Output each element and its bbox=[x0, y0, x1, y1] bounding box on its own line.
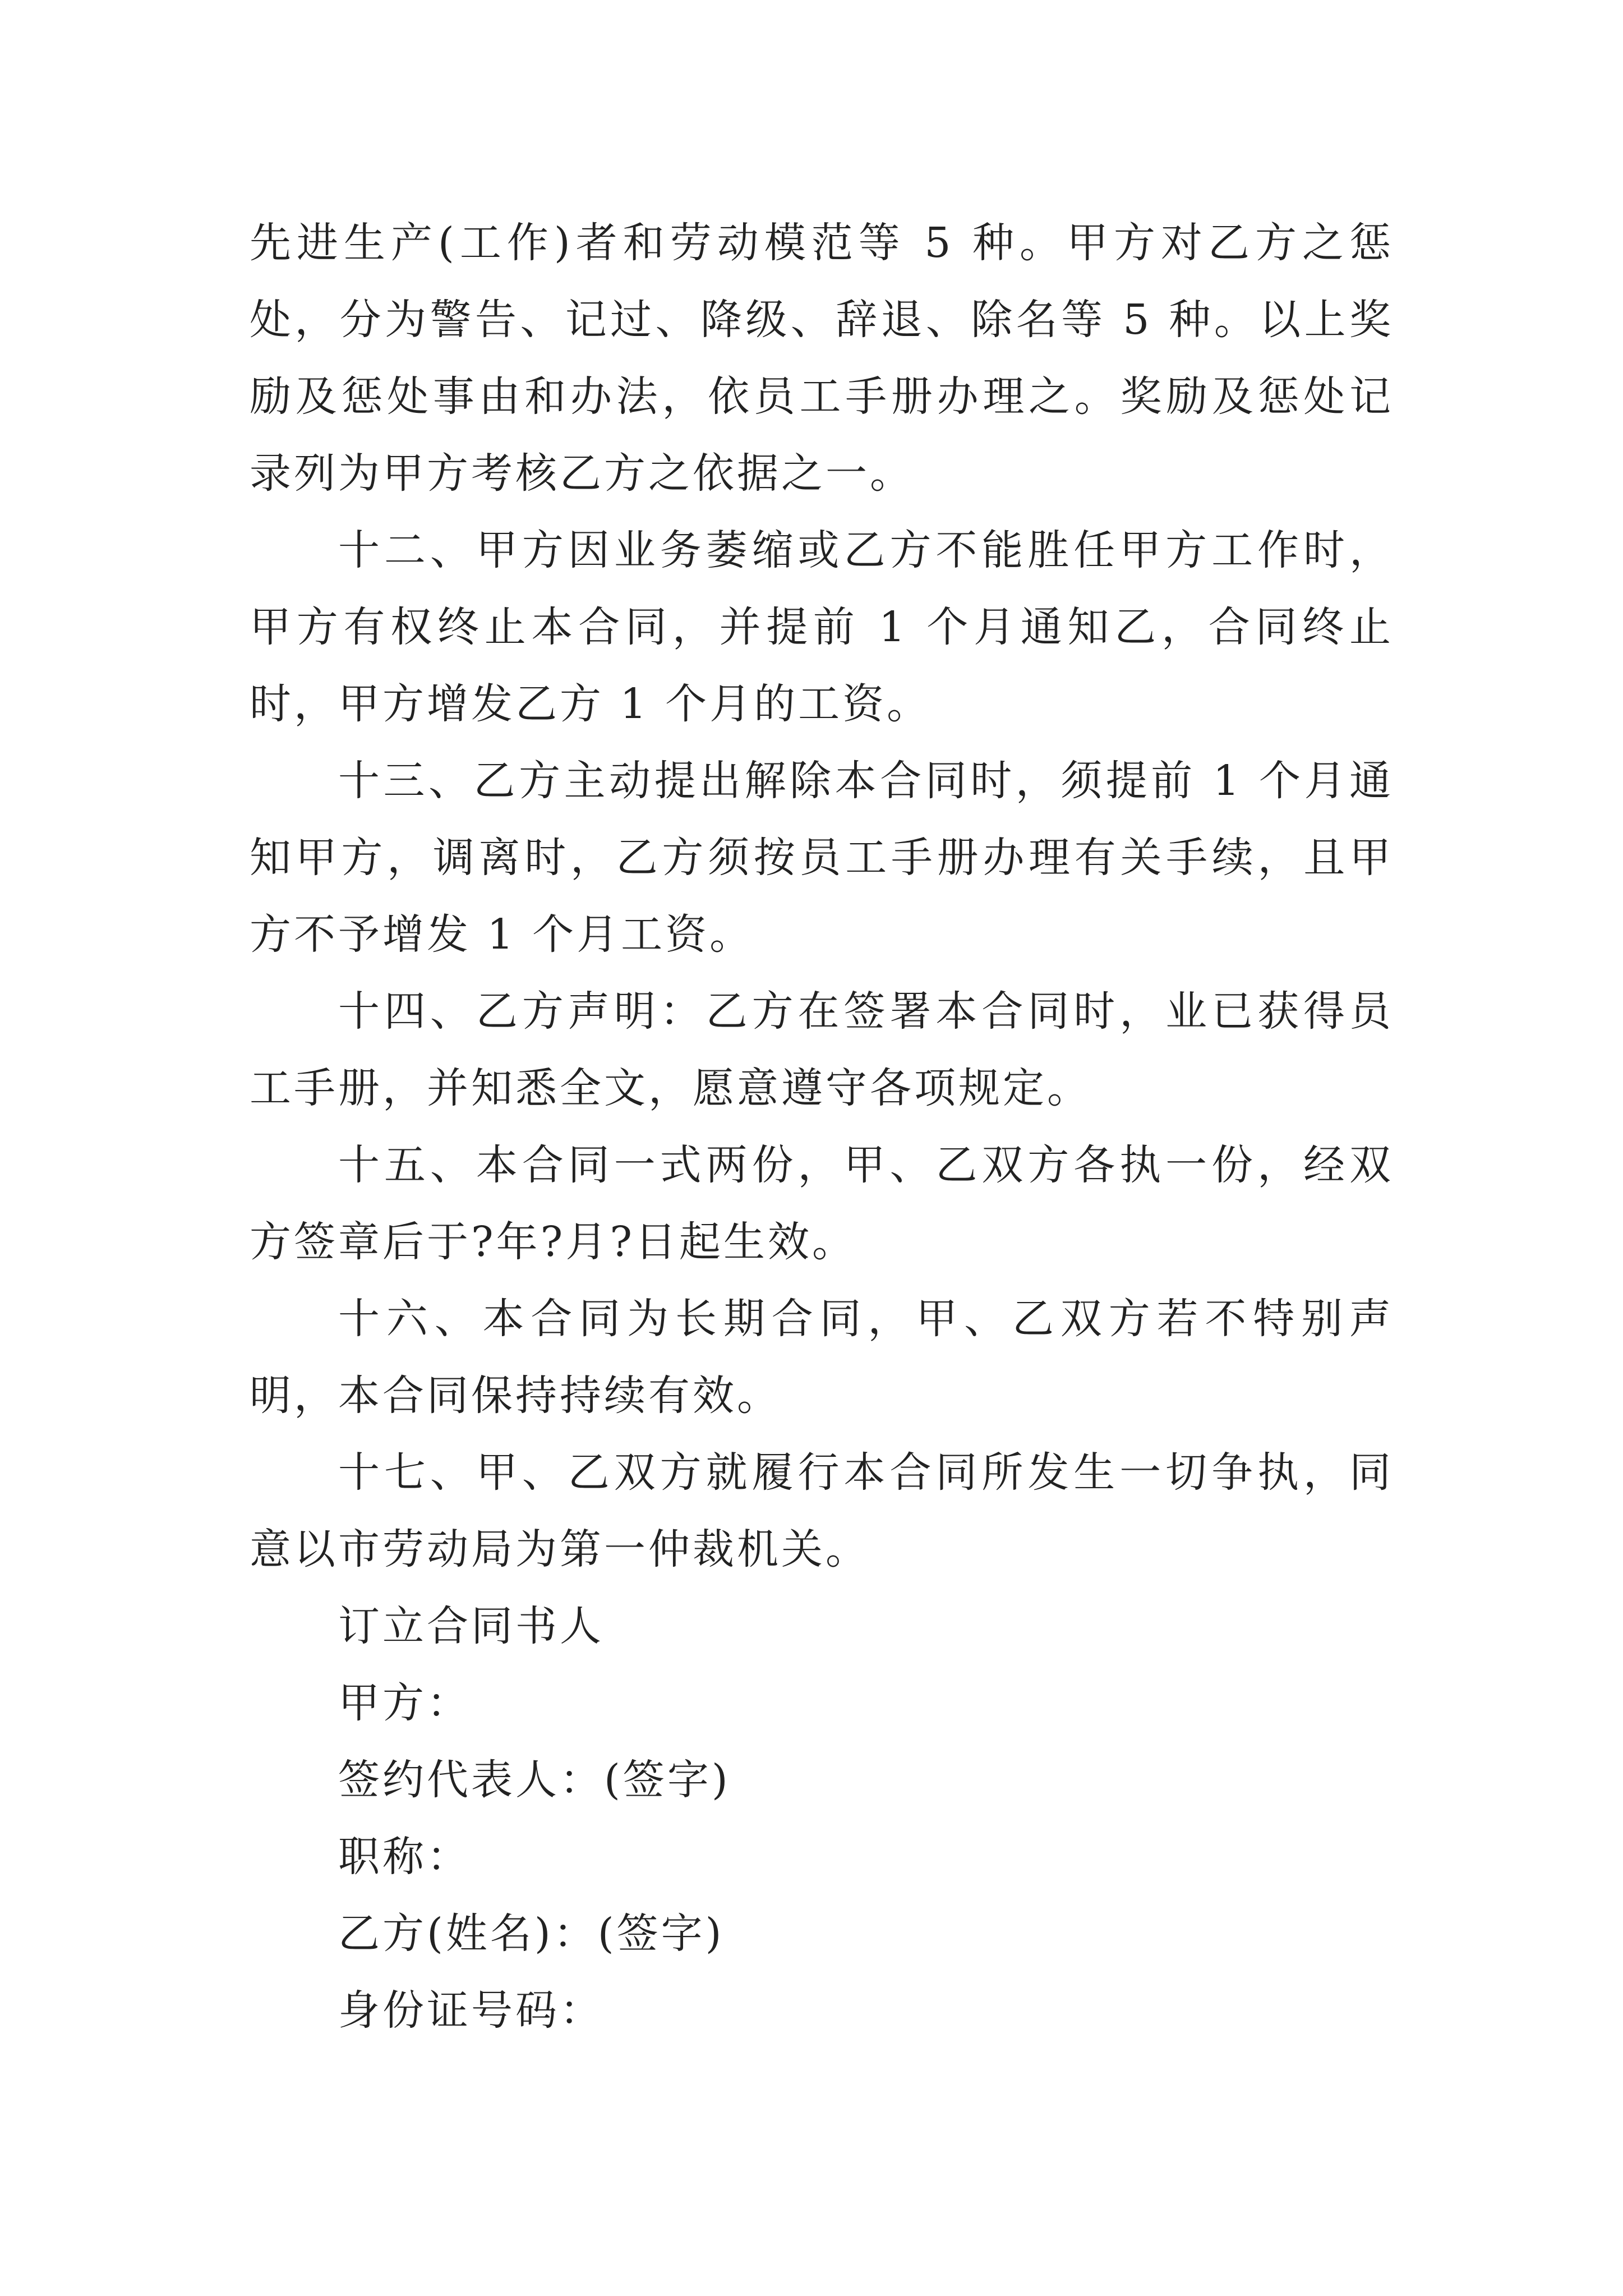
clause-14-paragraph: 十四、乙方声明：乙方在签署本合同时，业已获得员工手册，并知悉全文，愿意遵守各项规定。 bbox=[250, 987, 1394, 1112]
clause-15-paragraph: 十五、本合同一式两份，甲、乙双方各执一份，经双方签章后于?年?月?日起生效。 bbox=[250, 1141, 1394, 1266]
clause-13-paragraph: 十三、乙方主动提出解除本合同时，须提前 1 个月通知甲方，调离时，乙方须按员工手册办理有关手续，且甲方不予增发 1 个月工资。 bbox=[250, 757, 1394, 959]
signature-block bbox=[250, 1588, 1394, 2049]
id-number-label: 身份证号码： bbox=[338, 1986, 604, 2035]
clause-continuation-paragraph: 先进生产(工作)者和劳动模范等 5 种。甲方对乙方之惩处，分为警告、记过、降级、辞退、除名等 5 种。以上奖励及惩处事由和办法，依员工手册办理之。奖励及惩处记录列为甲方考核乙方之依据之一。 bbox=[250, 219, 1394, 498]
signature-heading: 订立合同书人 bbox=[338, 1602, 604, 1650]
document-body bbox=[250, 205, 1394, 2049]
party-b-name-label: 乙方(姓名)：(签字) bbox=[338, 1910, 725, 1958]
clause-16-paragraph: 十六、本合同为长期合同，甲、乙双方若不特别声明，本合同保持持续有效。 bbox=[250, 1295, 1394, 1420]
clause-12-paragraph: 十二、甲方因业务萎缩或乙方不能胜任甲方工作时，甲方有权终止本合同，并提前 1 个月通知乙，合同终止时，甲方增发乙方 1 个月的工资。 bbox=[250, 526, 1394, 728]
job-title-label: 职称： bbox=[338, 1833, 471, 1881]
clause-17-paragraph: 十七、甲、乙双方就履行本合同所发生一切争执，同意以市劳动局为第一仲裁机关。 bbox=[250, 1448, 1394, 1573]
party-a-label: 甲方： bbox=[338, 1679, 471, 1727]
signing-representative-label: 签约代表人：(签字) bbox=[338, 1756, 731, 1804]
